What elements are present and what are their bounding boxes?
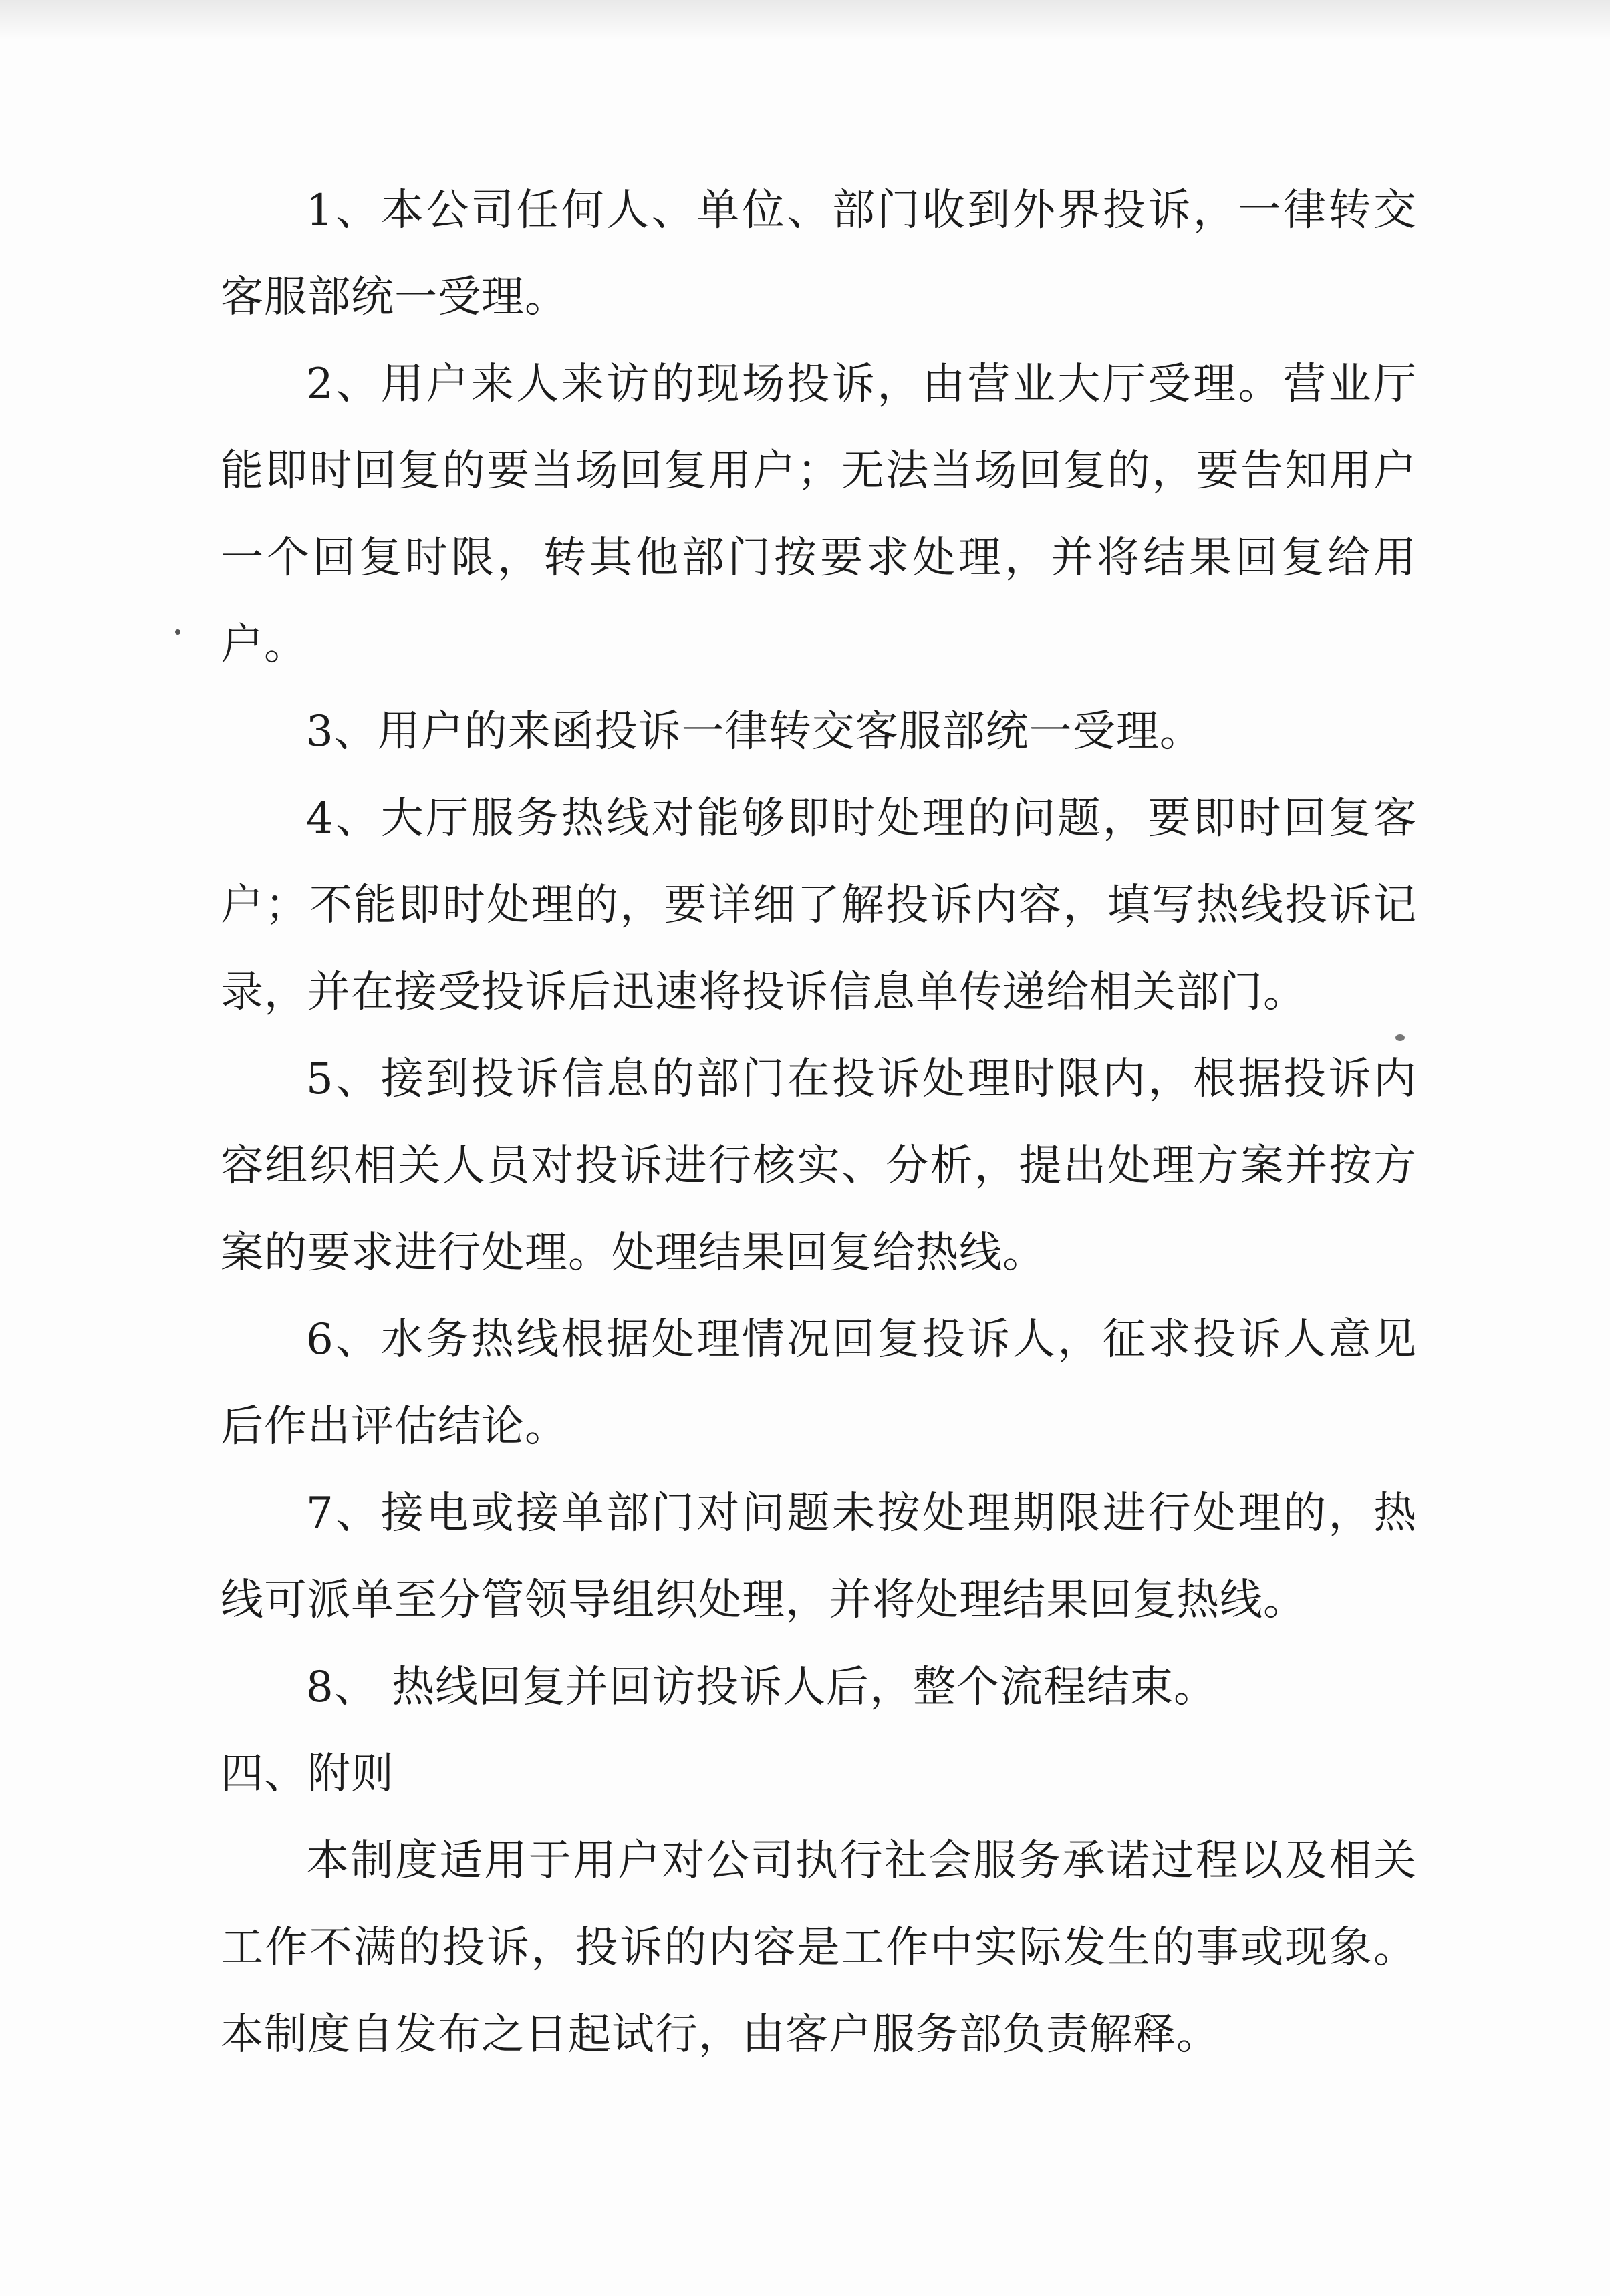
list-item: 5、接到投诉信息的部门在投诉处理时限内，根据投诉内容组织相关人员对投诉进行核实、分析，提出处理方案并按方案的要求进行处理。处理结果回复给热线。 — [221, 1054, 1417, 1278]
list-item: 6、水务热线根据处理情况回复投诉人，征求投诉人意见后作出评估结论。 — [221, 1315, 1417, 1451]
scan-shadow — [0, 0, 1610, 40]
scan-speck — [175, 629, 180, 635]
list-item: 2、用户来人来访的现场投诉，由营业大厅受理。营业厅能即时回复的要当场回复用户；无法当场回复的，要告知用户一个回复时限，转其他部门按要求处理，并将结果回复给用户。 — [221, 360, 1417, 670]
document-body — [221, 167, 1417, 2078]
list-item: 4、大厅服务热线对能够即时处理的问题，要即时回复客户；不能即时处理的，要详细了解投诉内容，填写热线投诉记录，并在接受投诉后迅速将投诉信息单传递给相关部门。 — [221, 794, 1417, 1017]
scan-speck — [1395, 1034, 1405, 1041]
list-item: 8、 热线回复并回访投诉人后，整个流程结束。 — [306, 1663, 1218, 1712]
list-item: 7、接电或接单部门对问题未按处理期限进行处理的，热线可派单至分管领导组织处理，并将处理结果回复热线。 — [221, 1489, 1417, 1625]
section-heading: 四、附则 — [221, 1749, 394, 1799]
list-item: 1、本公司任何人、单位、部门收到外界投诉，一律转交客服部统一受理。 — [221, 186, 1417, 322]
closing-paragraph: 本制度适用于用户对公司执行社会服务承诺过程以及相关工作不满的投诉，投诉的内容是工作中实际发生的事或现象。本制度自发布之日起试行，由客户服务部负责解释。 — [221, 1836, 1417, 2059]
list-item: 3、用户的来函投诉一律转交客服部统一受理。 — [306, 707, 1203, 756]
